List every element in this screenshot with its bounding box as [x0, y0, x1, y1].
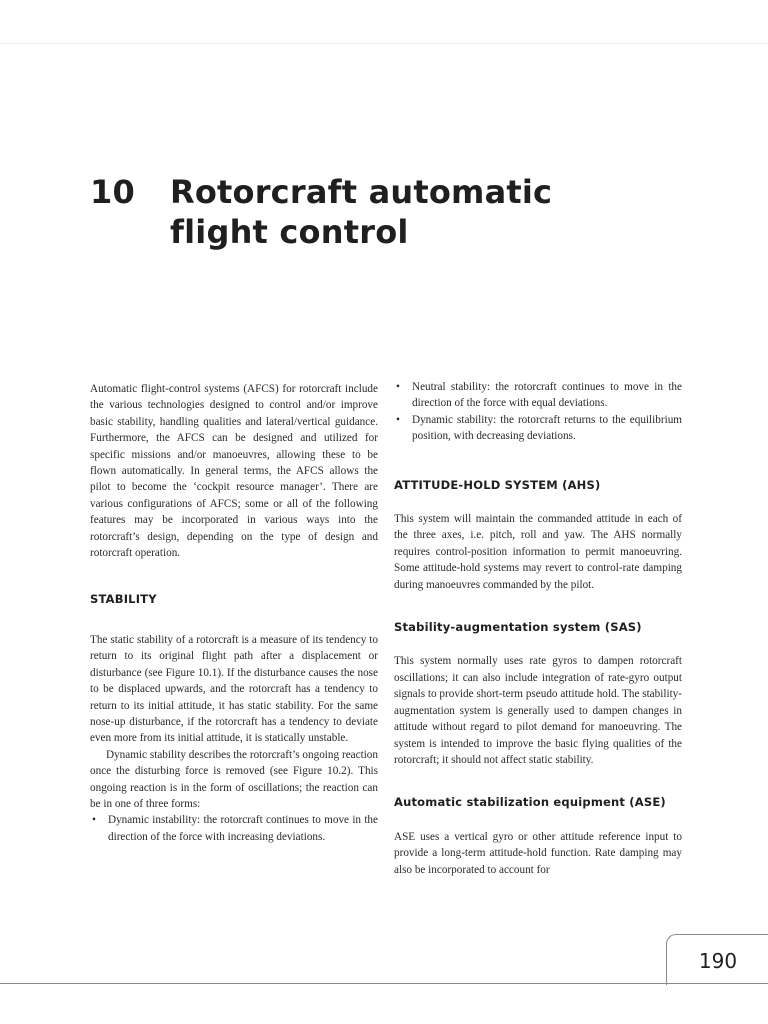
list-item-dynamic-stability: • Dynamic stability: the rotorcraft returns to the equilibrium position, with decreasing deviations.	[394, 412, 682, 445]
bottom-divider	[0, 983, 768, 984]
ase-heading: Automatic stabilization equipment (ASE)	[394, 795, 666, 810]
sas-paragraph: This system normally uses rate gyros to dampen rotorcraft oscillations; it can also include integration of rate-gyro output signals to provide short-term pseudo attitude hold. The stability-augmentation system is generally used to dampen changes in attitude without regard to pilot demand for manoeuvring. The system is intended to improve the basic flying qualities of the rotorcraft; it should not affect static stability.	[394, 655, 682, 766]
stability-paragraph-2: Dynamic stability describes the rotorcraft’s ongoing reaction once the disturbing force is removed (see Figure 10.2). This ongoing reaction is in the form of oscillations; the reaction can be in one of three forms:	[90, 748, 378, 810]
chapter-number: 10	[90, 173, 135, 211]
page-number-tab	[666, 934, 768, 985]
ahs-paragraph: This system will maintain the commanded attitude in each of the three axes, i.e. pitch, roll and yaw. The AHS normally requires control-position information to permit manoeuvring. Some attitude-hold systems may revert to control-rate damping during manoeuvres commanded by the pilot.	[394, 513, 682, 591]
left-column	[90, 381, 378, 845]
list-item-neutral-stability: • Neutral stability: the rotorcraft continues to move in the direction of the force with equal deviations.	[394, 379, 682, 412]
intro-paragraph: Automatic flight-control systems (AFCS) for rotorcraft include the various technologies designed to control and/or improve basic stability, handling qualities and lateral/vertical guidance. Furthermore, the AFCS can be designed and utilized for specific missions and/or manoeuvres, allowing these to be flown automatically. In general terms, the AFCS allows the pilot to become the ‘cockpit resource manager’. There are various configurations of AFCS; some or all of the following features may be incorporated in various ways into the rotorcraft’s design, depending on the type of design and rotorcraft operation.	[90, 383, 378, 560]
chapter-title-line1: Rotorcraft automatic	[170, 173, 553, 211]
ase-paragraph: ASE uses a vertical gyro or other attitude reference input to provide a long-term attitude-hold function. Rate damping may also be incorporated to account for	[394, 830, 682, 876]
stability-heading: STABILITY	[90, 592, 157, 607]
ahs-heading: ATTITUDE-HOLD SYSTEM (AHS)	[394, 477, 601, 492]
list-item-dynamic-instability: • Dynamic instability: the rotorcraft continues to move in the direction of the force with increasing deviations.	[90, 812, 378, 845]
page-number: 190	[698, 949, 738, 973]
chapter-title	[90, 172, 552, 252]
stability-forms-list	[90, 812, 378, 845]
stability-paragraph-1: The static stability of a rotorcraft is a measure of its tendency to return to its original flight path after a displacement or disturbance (see Figure 10.1). If the disturbance causes the nose to be displaced upwards, and the rotorcraft has a tendency to return to its initial attitude, it has static stability. For the same nose-up disturbance, if the rotorcraft has a tendency to deviate even more from its initial attitude, it is statically unstable.	[90, 633, 378, 745]
right-column	[394, 379, 682, 878]
stability-forms-list-continued	[394, 379, 682, 445]
top-divider	[0, 43, 768, 44]
chapter-title-line2: flight control	[170, 213, 409, 251]
sas-heading: Stability-augmentation system (SAS)	[394, 620, 642, 635]
